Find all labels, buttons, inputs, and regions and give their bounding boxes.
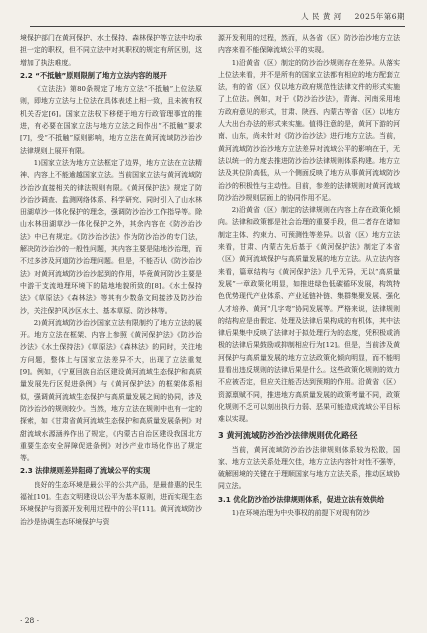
journal-name: 人 民 黄 河 bbox=[301, 12, 342, 21]
paragraph: 源开发利用的过程，然而，从各省（区）防沙治沙地方立法内容来看不能保障流域公平的实现。 bbox=[218, 34, 400, 55]
page-number: · 28 · bbox=[20, 616, 40, 625]
paragraph: 良好的生态环境是最公平的公共产品，是最普惠的民生福祉[10]。生态文明建设以公平为基本原则，进而实现生态环境保护与资源开发利用过程中的公平[11]。黄河流域防沙治沙是协调生态环境保护与资 bbox=[20, 480, 202, 526]
right-column bbox=[218, 32, 400, 519]
issue-label: 2025年第6期 bbox=[354, 12, 405, 21]
paragraph: 1)沿黄省（区）制定的防沙治沙规则存在差异。从落实上位法来看，并不是所有的国家立法都有相应的地方配套立法，有的省（区）仅以地方政府规范性法律文件的形式实施了上位法。例如，对于《防沙治沙法》，青海、河南采用地方政府意见的形式，甘肃、陕西、内蒙古等省（区）以地方人大出台办法的形式来实施。值得注意的是，黄河下游的河南、山东，尚未针对《防沙治沙法》进行地方立法。当前，黄河流域防沙治沙地方立法差异对流域公平的影响在于，无法以统一的力度去推进防沙治沙法律规则体系构建。地方立法及其位阶高低，从一个侧面反映了地方从事黄河流域防沙治沙的积极性与主动性。目前，参差的法律规则对黄河流域防沙治沙规则层面上的协同作用不足。 bbox=[218, 58, 400, 202]
paragraph: 2)沿黄省（区）制定的法律规则在内容上存在政策化倾向。法律和政策都是社会治理的重要手段，但二者存在诸如制定主体、约束力、可预测性等差异。以省（区）地方立法来看，甘肃、内蒙古先后基于《黄河保护法》制定了本省（区）黄河流域保护与高质量发展的地方立法。从立法内容来看，篇章结构与《黄河保护法》几乎无异，无以“高质量发展”一章政策化明显，如推进绿色低碳循环发展，构筑特色优势现代产业体系、产业延链补链、集群集聚发展、强化人才培养、黄河“几字弯”协同发展等。严格来说，法律规则的结构应是由假定、处理及法律后果构成的有机体，其中法律后果集中反映了法律对于拟处理行为的态度，凭积极或消极的法律后果鼓励或抑制相应行为[12]。但是，当前涉及黄河保护与高质量发展的地方立法政策化倾向明显，而不能明显看出违反规则的法律后果是什么。这些政策化规则的效力不应被否定，但应关注能否达到预期的作用。沿黄省（区）资源禀赋不同，推进地方高质量发展的政策考量不同，政策化规则不乏可以刻出执行力弱、恶果可能造成流域公平目标难以实现。 bbox=[218, 206, 400, 424]
running-header bbox=[30, 10, 405, 27]
section-heading-3-1: 3.1 优化防沙治沙法律规则体系，促进立法有效供给 bbox=[218, 494, 385, 504]
section-heading-2-3: 2.3 法律规则差异阻碍了流域公平的实现 bbox=[20, 466, 151, 476]
paragraph: 境保护部门在黄河保护、水土保持、森林保护等立法中均承担一定的职权，但不同立法中对其职权的规定有所区别，这增加了执法难度。 bbox=[20, 34, 202, 67]
paragraph: 1)在环境治理为中央事权的前提下对现有防沙 bbox=[231, 508, 370, 517]
left-column bbox=[20, 32, 202, 528]
paragraph: 1)国家立法为地方立法框定了边界，地方立法在立法精神、内容上不能逾越国家立法。当前国家立法与黄河流域防沙治沙直接相关的律法规则有限。《黄河保护法》规定了防沙治沙调查、监测网络体系、科学研究、同时引入了山水林田湖草沙一体化保护的理念，强调防沙治沙工作指导等。除山水林田湖草沙一体化保护之外，其余内容在《防沙治沙法》中已有规定。《防沙治沙法》作为防沙治沙的专门法，解决防沙治沙的一般性问题，其内容主要是陆地沙治理，而不过多涉及河道防沙治理问题。但是，不能否认《防沙治沙法》对黄河流域防沙治沙起到的作用，毕竟黄河防沙主要是中游干支流地理环境下的陆地地貌所致的[8]。《水土保持法》《草原法》《森林法》等其有少数条文间接涉及防沙治沙，关注保护风沙区水土、基本草原、防沙林等。 bbox=[20, 158, 202, 315]
section-heading-2-2: 2.2 “不抵触”原则限制了地方立法内容的展开 bbox=[20, 70, 167, 80]
paragraph: 《立法法》第80条规定了地方立法“不抵触”上位法原则，即地方立法与上位法在具体表述上相一致，且未被有权机关否定[6]。国家立法权下移便于地方行政管理事宜的推进，有必要在国家立法与地方立法之间作出“不抵触”要求[7]，受“不抵触”原则影响，地方立法在黄河流域防沙治沙法律规则上展开有限。 bbox=[20, 85, 202, 155]
section-heading-3: 3 黄河流域防沙治沙法律规则优化路径 bbox=[218, 429, 358, 440]
paragraph: 当前，黄河流域防沙治沙法律规则体系较为松散，国家、地方立法关系处理欠佳，地方立法内容针对性不强等，破解困境的关键在于理顺国家与地方立法关系，推动区域协同立法。 bbox=[218, 445, 400, 491]
paragraph: 2)黄河流域防沙治沙国家立法有限制约了地方立法的展开。地方立法在框架、内容上参照《黄河保护法》《防沙治沙法》《水土保持法》《草原法》《森林法》的同时，关注地方问题，整体上与国家立法差异不大，出现了立法重复[9]。例如，《宁夏回族自治区建设黄河流域生态保护和高质量发展先行区促进条例》与《黄河保护法》的框架体系相似，强调黄河流域生态保护与高质量发展之间的协同，涉及防沙治沙的规则较少。当然，地方立法在规则中也有一定的探索，如《甘肃省黄河流域生态保护和高质量发展条例》对甜流域水源涵养作出了规定，《内蒙古自治区建设我国北方重要生态安全屏障促进条例》对沙产业市场化作出了规定等。 bbox=[20, 318, 202, 463]
